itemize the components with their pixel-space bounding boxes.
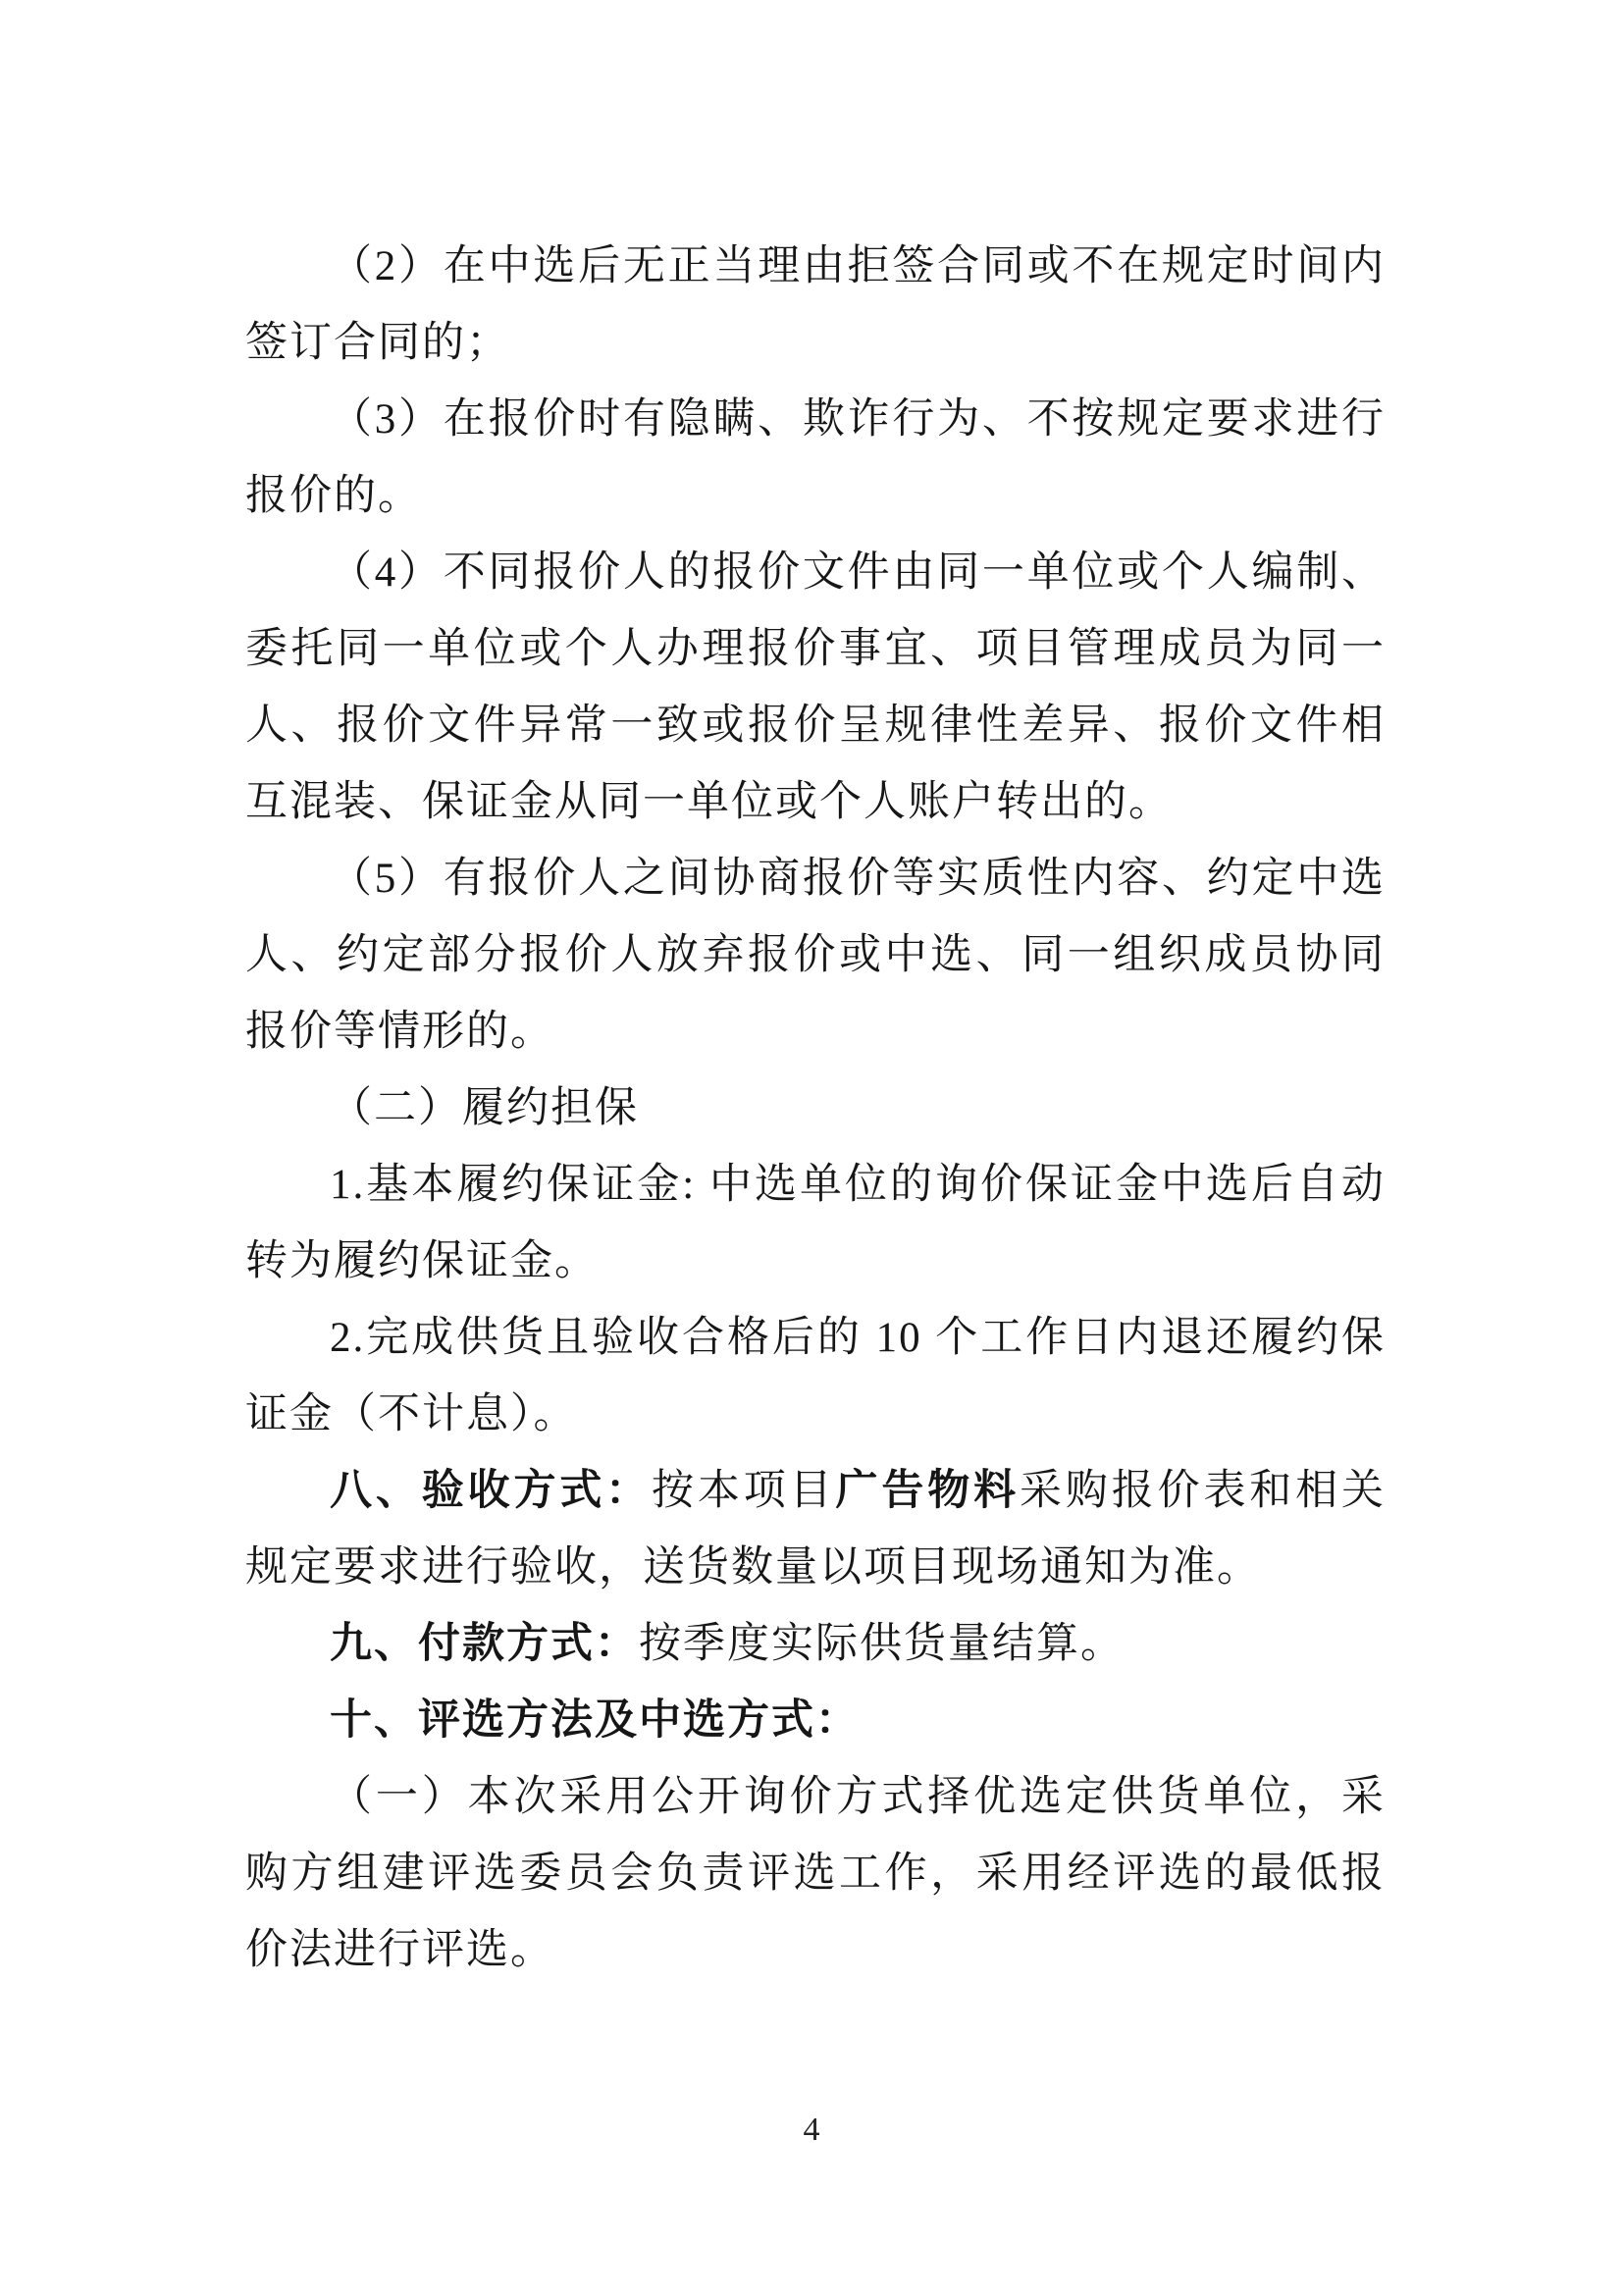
paragraph-item-5 (245, 841, 1386, 1070)
section-title-run: 九、付款方式： (330, 1621, 639, 1667)
document-body (245, 229, 1386, 1989)
text-run: 1.基本履约保证金: 中选单位的询价保证金中选后自动转为履约保证金。 (245, 1162, 1386, 1284)
section-evaluation-method (245, 1683, 1386, 1759)
paragraph-item-3 (245, 382, 1386, 535)
section-title-run: 十、评选方法及中选方式： (330, 1697, 860, 1744)
section-title-run: 八、验收方式： (330, 1468, 653, 1514)
paragraph-basic-guarantee (245, 1147, 1386, 1300)
text-run: 2.完成供货且验收合格后的 10 个工作日内退还履约保证金（不计息）。 (245, 1315, 1386, 1437)
text-run: （4）不同报价人的报价文件由同一单位或个人编制、委托同一单位或个人办理报价事宜、项目管理成员为同一人、报价文件异常一致或报价呈规律性差异、报价文件相互混装、保证金从同一单位或个人账户转出的。 (245, 549, 1386, 825)
paragraph-evaluation-process (245, 1759, 1386, 1989)
text-run: 采购报价表和相关规定要求进行验收，送货数量以项目现场通知为准。 (245, 1468, 1387, 1591)
paragraph-item-2 (245, 229, 1386, 382)
text-run: 按季度实际供货量结算。 (639, 1621, 1125, 1667)
text-run: （3）在报价时有隐瞒、欺诈行为、不按规定要求进行报价的。 (245, 396, 1386, 519)
page-footer (0, 2112, 1623, 2149)
paragraph-guarantee-refund (245, 1300, 1386, 1453)
text-run: （2）在中选后无正当理由拒签合同或不在规定时间内签订合同的； (245, 243, 1386, 366)
text-run: （二）履约担保 (330, 1085, 639, 1131)
paragraph-item-4 (245, 535, 1386, 841)
paragraph-performance-guarantee-heading (245, 1070, 1386, 1147)
text-run: 按本项目 (652, 1468, 836, 1514)
section-acceptance-method (245, 1453, 1386, 1606)
emphasis-run: 广告物料 (835, 1468, 1020, 1514)
page-number: 4 (803, 2112, 820, 2148)
text-run: （5）有报价人之间协商报价等实质性内容、约定中选人、约定部分报价人放弃报价或中选、同一组织成员协同报价等情形的。 (245, 856, 1386, 1055)
section-payment-method (245, 1606, 1386, 1683)
text-run: （一）本次采用公开询价方式择优选定供货单位，采购方组建评选委员会负责评选工作，采用经评选的最低报价法进行评选。 (245, 1774, 1386, 1973)
